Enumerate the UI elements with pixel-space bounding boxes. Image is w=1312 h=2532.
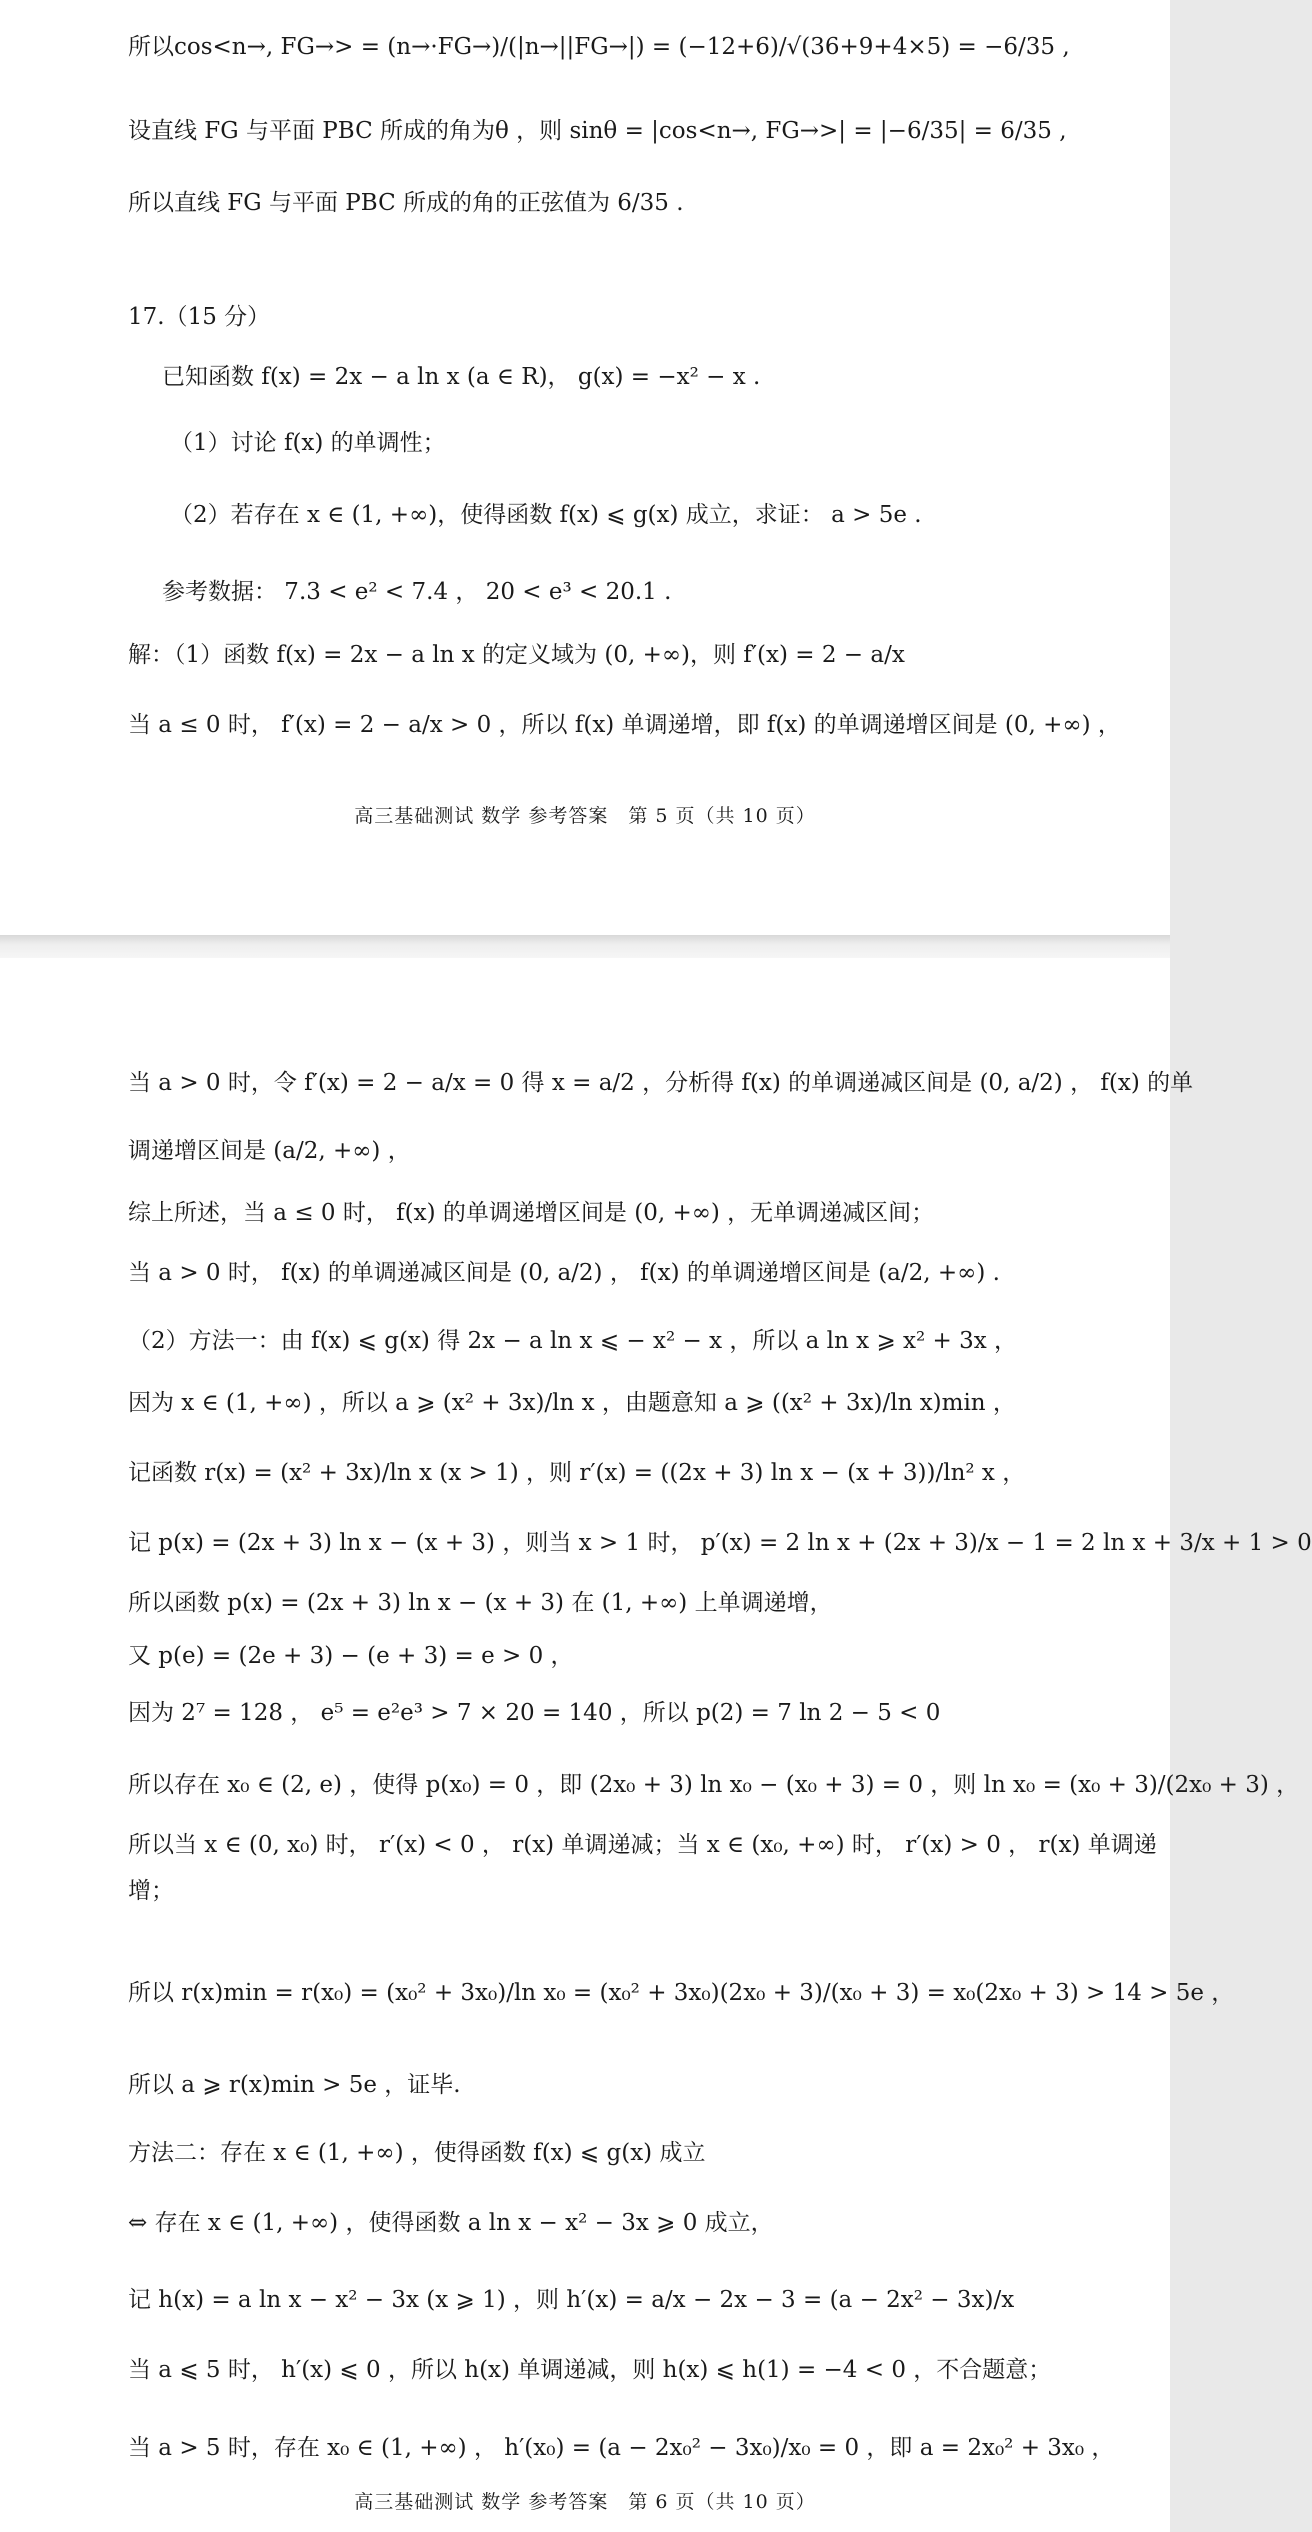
solution-line: 所以存在 x₀ ∈ (2, e) ，使得 p(x₀) = 0 ，即 (2x₀ + 3) ln x₀ − (x₀ + 3) = 0 ，则 ln x₀ = (x₀ + 3)/(2x₀ + 3) ， bbox=[128, 1772, 1300, 1798]
solution-line: 增； bbox=[128, 1878, 174, 1904]
solution-line: 方法二：存在 x ∈ (1, +∞) ，使得函数 f(x) ⩽ g(x) 成立 bbox=[128, 2140, 706, 2166]
problem-part-1: （1）讨论 f(x) 的单调性； bbox=[170, 430, 446, 456]
solution-line: 设直线 FG 与平面 PBC 所成的角为θ ，则 sinθ = |cos<n→, FG→>| = |−6/35| = 6/35 , bbox=[128, 118, 1067, 144]
solution-line: ⇔ 存在 x ∈ (1, +∞) ，使得函数 a ln x − x² − 3x ⩾ 0 成立， bbox=[128, 2210, 774, 2236]
solution-line: 因为 2⁷ = 128 ， e⁵ = e²e³ > 7 × 20 = 140 ，所以 p(2) = 7 ln 2 − 5 < 0 bbox=[128, 1700, 941, 1726]
solution-line: 综上所述，当 a ≤ 0 时， f(x) 的单调递增区间是 (0, +∞) ，无单调递减区间； bbox=[128, 1200, 935, 1226]
solution-line: 所以cos<n→, FG→> = (n→·FG→)/(|n→||FG→|) = (−12+6)/√(36+9+4×5) = −6/35 , bbox=[128, 34, 1070, 60]
reference-data: 参考数据： 7.3 < e² < 7.4 ， 20 < e³ < 20.1 . bbox=[162, 579, 672, 605]
solution-line: 所以函数 p(x) = (2x + 3) ln x − (x + 3) 在 (1, +∞) 上单调递增， bbox=[128, 1590, 833, 1616]
solution-line: 所以当 x ∈ (0, x₀) 时， r′(x) < 0 ， r(x) 单调递减；当 x ∈ (x₀, +∞) 时， r′(x) > 0 ， r(x) 单调递 bbox=[128, 1832, 1157, 1858]
solution-line: 当 a ≤ 0 时， f′(x) = 2 − a/x > 0 ，所以 f(x) 单调递增，即 f(x) 的单调递增区间是 (0, +∞) ， bbox=[128, 712, 1121, 738]
solution-line: （2）方法一：由 f(x) ⩽ g(x) 得 2x − a ln x ⩽ − x² − x ，所以 a ln x ⩾ x² + 3x ， bbox=[128, 1328, 1018, 1354]
solution-line: 又 p(e) = (2e + 3) − (e + 3) = e > 0 ， bbox=[128, 1643, 574, 1669]
solution-line: 所以 r(x)min = r(x₀) = (x₀² + 3x₀)/ln x₀ = (x₀² + 3x₀)(2x₀ + 3)/(x₀ + 3) = x₀(2x₀ + 3) > 14 > 5e ， bbox=[128, 1980, 1235, 2006]
solution-line: 解：（1）函数 f(x) = 2x − a ln x 的定义域为 (0, +∞)，则 f′(x) = 2 − a/x bbox=[128, 642, 905, 668]
solution-line: 记函数 r(x) = (x² + 3x)/ln x (x > 1) ，则 r′(x) = ((2x + 3) ln x − (x + 3))/ln² x ， bbox=[128, 1460, 1026, 1486]
solution-line: 所以直线 FG 与平面 PBC 所成的角的正弦值为 6/35 . bbox=[128, 190, 684, 216]
solution-line: 当 a > 5 时，存在 x₀ ∈ (1, +∞) ， h′(x₀) = (a − 2x₀² − 3x₀)/x₀ = 0 ，即 a = 2x₀² + 3x₀ ， bbox=[128, 2435, 1115, 2461]
solution-line: 当 a > 0 时， f(x) 的单调递减区间是 (0, a/2) ， f(x) 的单调递增区间是 (a/2, +∞) . bbox=[128, 1260, 1000, 1286]
solution-line: 记 p(x) = (2x + 3) ln x − (x + 3) ，则当 x > 1 时， p′(x) = 2 ln x + (2x + 3)/x − 1 = 2 ln x + 3/x + 1 > 0 bbox=[128, 1530, 1312, 1556]
problem-number: 17.（15 分） bbox=[128, 304, 271, 330]
problem-part-2: （2）若存在 x ∈ (1, +∞)，使得函数 f(x) ⩽ g(x) 成立，求证： a > 5e . bbox=[170, 502, 922, 528]
solution-line: 当 a > 0 时，令 f′(x) = 2 − a/x = 0 得 x = a/2 ，分析得 f(x) 的单调递减区间是 (0, a/2) ， f(x) 的单 bbox=[128, 1070, 1194, 1096]
problem-statement: 已知函数 f(x) = 2x − a ln x (a ∈ R)， g(x) = −x² − x . bbox=[162, 364, 761, 390]
solution-line: 当 a ⩽ 5 时， h′(x) ⩽ 0 ，所以 h(x) 单调递减，则 h(x) ⩽ h(1) = −4 < 0 ，不合题意； bbox=[128, 2357, 1052, 2383]
solution-line: 调递增区间是 (a/2, +∞) ， bbox=[128, 1138, 411, 1164]
answer-page-5 bbox=[0, 0, 1170, 935]
page-separator bbox=[0, 935, 1170, 958]
solution-line: 因为 x ∈ (1, +∞) ，所以 a ⩾ (x² + 3x)/ln x ，由题意知 a ⩾ ((x² + 3x)/ln x)min ， bbox=[128, 1390, 1016, 1416]
page-footer: 高三基础测试 数学 参考答案 第 6 页（共 10 页） bbox=[354, 2491, 816, 2513]
page-footer: 高三基础测试 数学 参考答案 第 5 页（共 10 页） bbox=[354, 805, 816, 827]
solution-line: 记 h(x) = a ln x − x² − 3x (x ⩾ 1) ，则 h′(x) = a/x − 2x − 3 = (a − 2x² − 3x)/x bbox=[128, 2287, 1015, 2313]
solution-line: 所以 a ⩾ r(x)min > 5e ，证毕. bbox=[128, 2072, 461, 2098]
answer-page-6 bbox=[0, 958, 1312, 2532]
